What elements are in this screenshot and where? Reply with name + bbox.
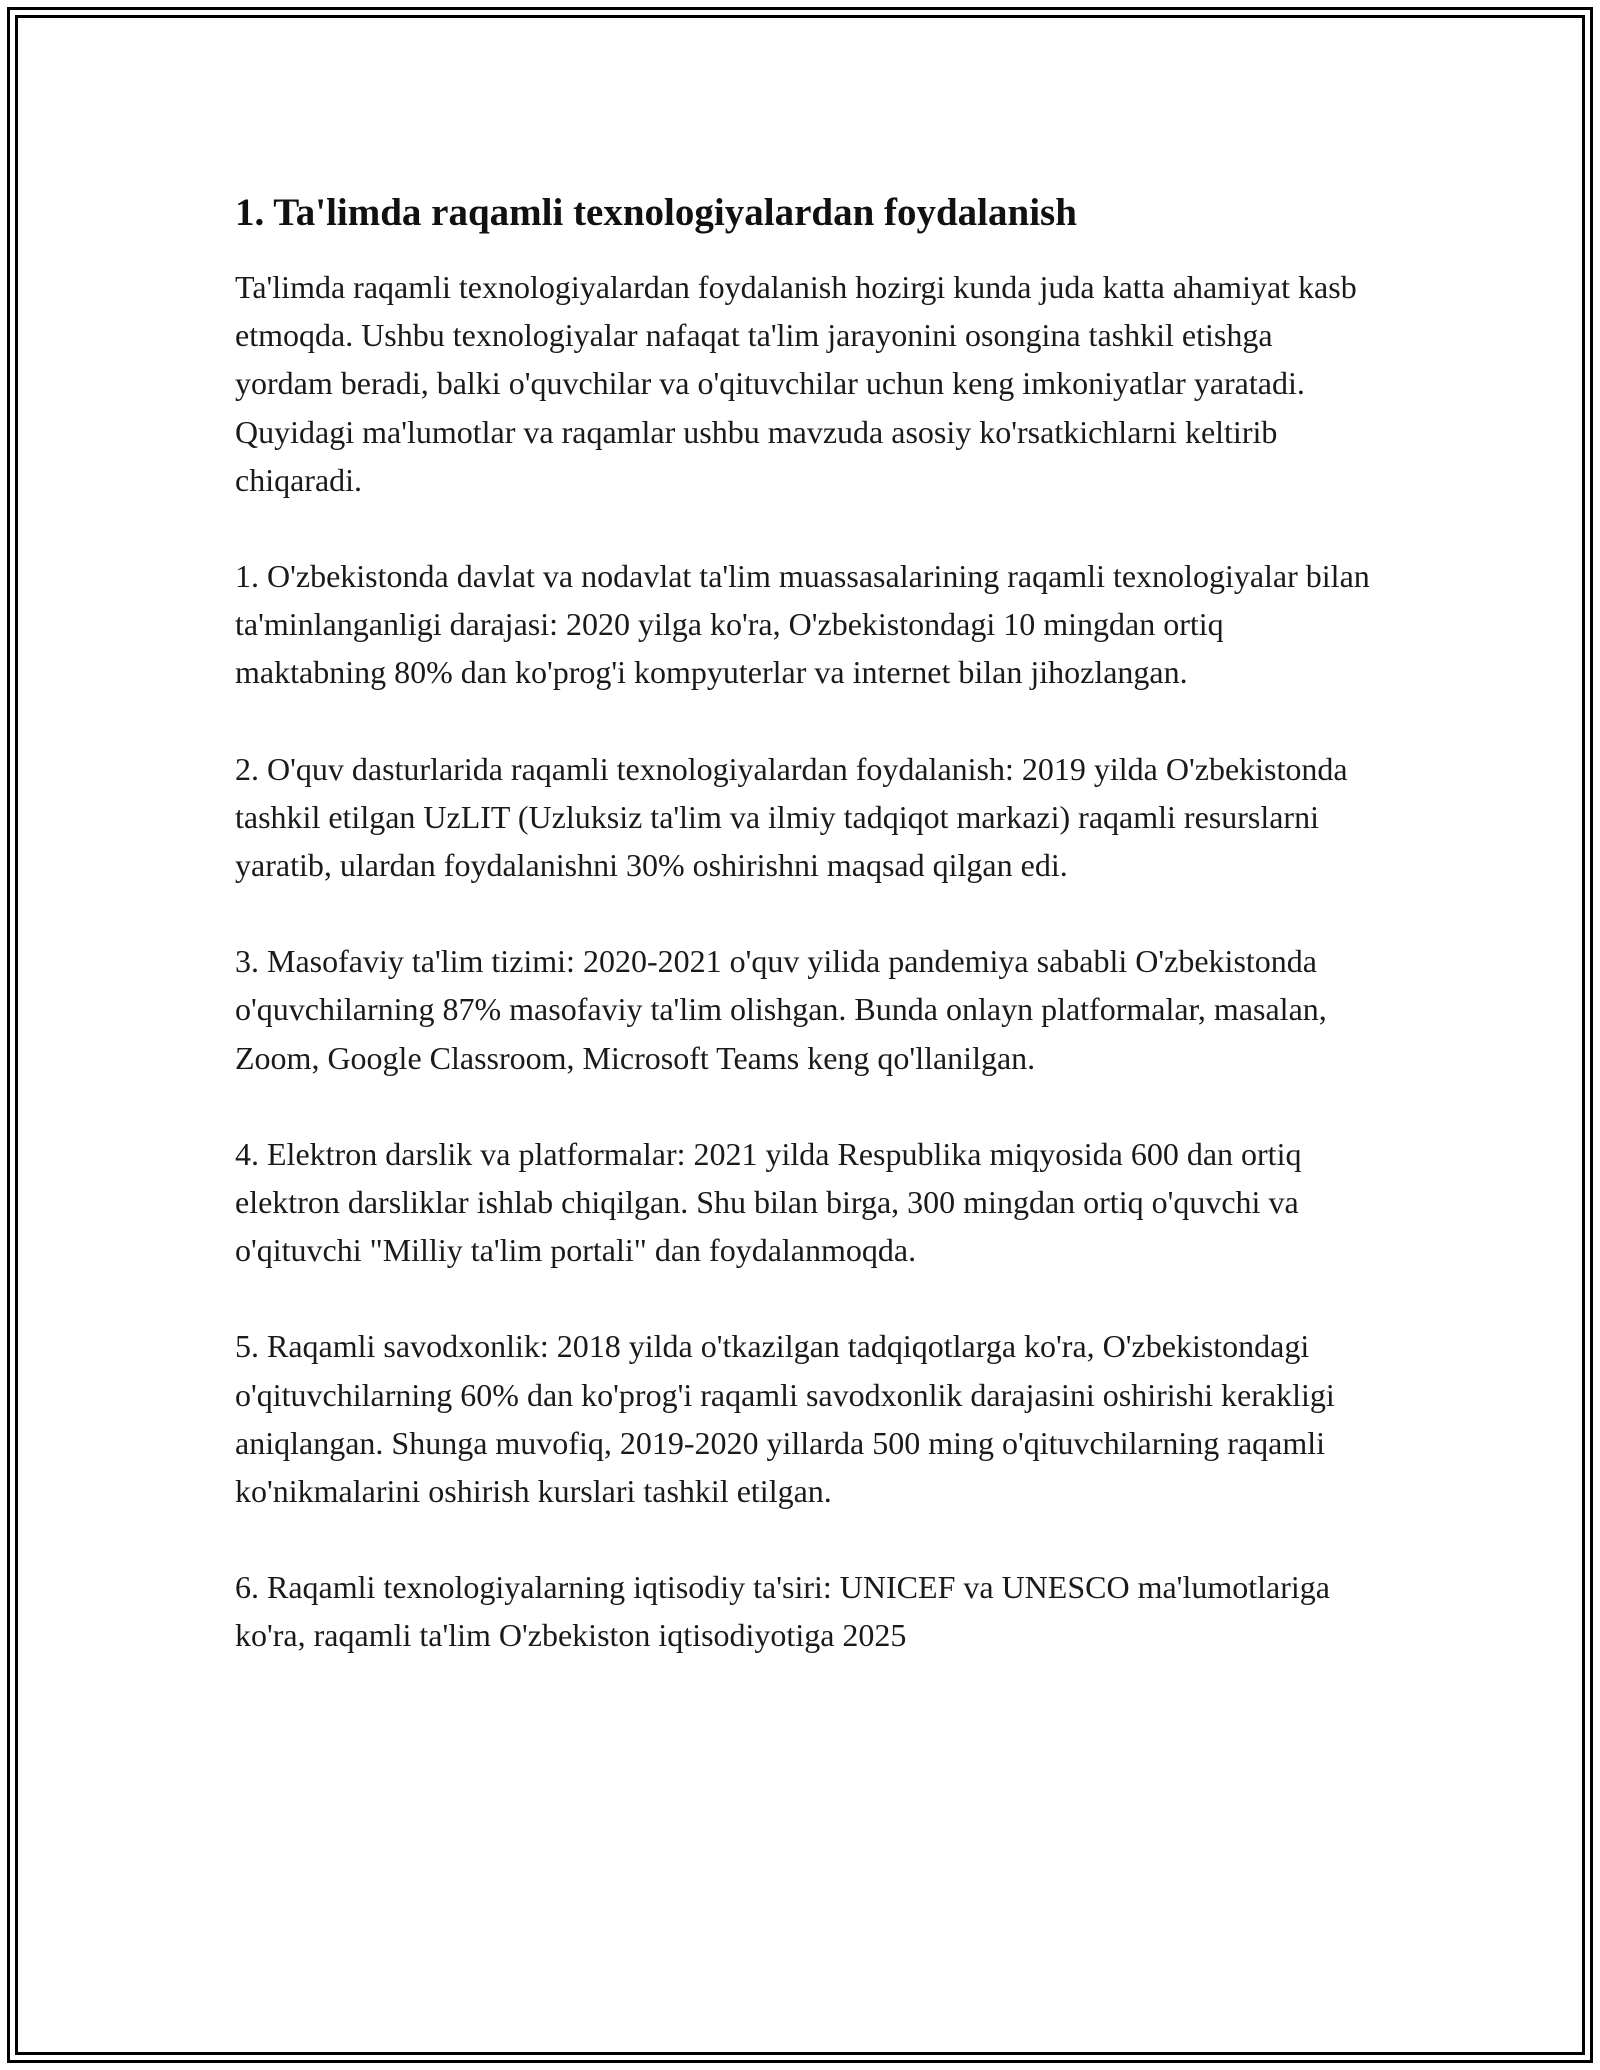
intro-paragraph: Ta'limda raqamli texnologiyalardan foydalanish hozirgi kunda juda katta ahamiyat kasb etmoqda. Ushbu texnologiyalar nafaqat ta'lim jarayonini osongina tashkil etishga yordam beradi, balki o'quvchilar va o'qituvchilar uchun keng imkoniyatlar yaratadi. Quyidagi ma'lumotlar va raqamlar ushbu mavzuda asosiy ko'rsatkichlarni keltirib chiqaradi. bbox=[235, 269, 1357, 498]
paragraph-item-4: 4. Elektron darslik va platformalar: 2021 yilda Respublika miqyosida 600 dan ortiq elektron darsliklar ishlab chiqilgan. Shu bilan birga, 300 mingdan ortiq o'quvchi va o'qituvchi "Milliy ta'lim portali" dan foydalanmoqda. bbox=[235, 1135, 1302, 1269]
document-page bbox=[235, 185, 1375, 1708]
paragraph-item-5: 5. Raqamli savodxonlik: 2018 yilda o'tkazilgan tadqiqotlarga ko'ra, O'zbekistondagi o'qituvchilarning 60% dan ko'prog'i raqamli savodxonlik darajasini oshirishi kerakligi aniqlangan. Shunga muvofiq, 2019-2020 yillarda 500 ming o'qituvchilarning raqamli ko'nikmalarini oshirish kurslari tashkil etilgan. bbox=[235, 1328, 1335, 1510]
paragraph-item-1: 1. O'zbekistonda davlat va nodavlat ta'lim muassasalarining raqamli texnologiyalar bilan ta'minlanganligi darajasi: 2020 yilga ko'ra, O'zbekistondagi 10 mingdan ortiq maktabning 80% dan ko'prog'i kompyuterlar va internet bilan jihozlangan. bbox=[235, 558, 1370, 691]
paragraph-item-3: 3. Masofaviy ta'lim tizimi: 2020-2021 o'quv yilida pandemiya sababli O'zbekistonda o'quvchilarning 87% masofaviy ta'lim olishgan. Bunda onlayn platformalar, masalan, Zoom, Google Classroom, Microsoft Teams keng qo'llanilgan. bbox=[235, 943, 1327, 1076]
paragraph-item-2: 2. O'quv dasturlarida raqamli texnologiyalardan foydalanish: 2019 yilda O'zbekistonda tashkil etilgan UzLIT (Uzluksiz ta'lim va ilmiy tadqiqot markazi) raqamli resurslarni yaratib, ulardan foydalanishni 30% oshirishni maqsad qilgan edi. bbox=[235, 750, 1348, 884]
document-title: 1. Ta'limda raqamli texnologiyalardan foydalanish bbox=[235, 191, 1077, 234]
paragraph-item-6: 6. Raqamli texnologiyalarning iqtisodiy ta'siri: UNICEF va UNESCO ma'lumotlariga ko'ra, raqamli ta'lim O'zbekiston iqtisodiyotiga 2025 bbox=[235, 1569, 1330, 1654]
